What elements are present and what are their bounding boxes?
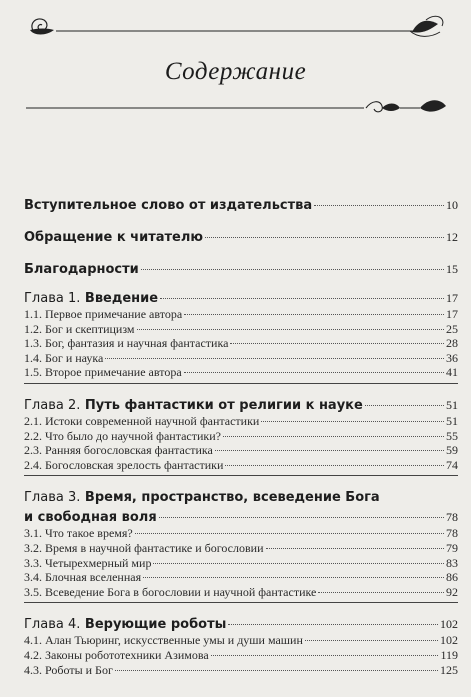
toc-item[interactable]: 1.3. Бог, фантазия и научная фантастика 28: [24, 336, 458, 351]
chapter-heading-line2[interactable]: [24, 509, 458, 526]
dot-leader: [105, 358, 444, 359]
chapter-1: [24, 290, 458, 384]
dot-leader: [159, 517, 444, 518]
toc-entry-page: 12: [446, 230, 458, 244]
toc-item[interactable]: 1.1. Первое примечание автора 17: [24, 307, 458, 321]
toc-item[interactable]: 1.5. Второе примечание автора 41: [24, 365, 458, 380]
dot-leader: [228, 624, 438, 625]
dot-leader: [225, 465, 444, 466]
toc-entry-title: Вступительное слово от издательства: [24, 198, 313, 213]
dot-leader: [215, 450, 444, 451]
dot-leader: [184, 372, 444, 373]
chapter-title: Введение: [84, 291, 159, 306]
toc-entry-acknowledgements[interactable]: [24, 262, 458, 277]
chapter-divider: [24, 383, 458, 384]
dot-leader: [115, 670, 438, 671]
chapter-heading[interactable]: [24, 616, 458, 633]
page-title: Содержание: [164, 58, 307, 85]
toc-item[interactable]: 3.1. Что такое время? 78: [24, 526, 458, 541]
chapter-prefix: Глава 3.: [24, 490, 81, 506]
chapter-prefix: Глава 2.: [24, 397, 81, 413]
dot-leader: [143, 577, 444, 578]
toc-item[interactable]: 2.3. Ранняя богословская фантастика 59: [24, 443, 458, 458]
chapter-divider: [24, 475, 458, 476]
chapter-3: [24, 489, 458, 603]
dot-leader: [314, 205, 444, 206]
dot-leader: [184, 314, 444, 315]
chapter-page: 102: [440, 617, 458, 632]
toc-entry-page: 15: [446, 262, 458, 276]
toc-item[interactable]: 4.1. Алан Тьюринг, искусственные умы и души машин 102: [24, 633, 458, 648]
chapter-prefix: Глава 1.: [24, 291, 81, 306]
toc-item[interactable]: 3.5. Всеведение Бога в богословии и научной фантастике 92: [24, 584, 458, 599]
toc-entry-foreword[interactable]: [24, 198, 458, 213]
chapter-title: Время, пространство, всеведение Бога: [84, 490, 380, 506]
chapter-page: 51: [446, 397, 458, 412]
chapter-page: 78: [446, 510, 458, 525]
dot-leader: [261, 421, 444, 422]
dot-leader: [141, 269, 444, 270]
chapter-4: [24, 616, 458, 677]
toc-item[interactable]: 2.2. Что было до научной фантастики? 55: [24, 428, 458, 443]
toc-item[interactable]: 4.2. Законы робототехники Азимова 119: [24, 647, 458, 662]
table-of-contents: [24, 198, 458, 677]
dot-leader: [305, 640, 438, 641]
title-underline-ornament: [26, 96, 450, 118]
toc-item[interactable]: 3.4. Блочная вселенная 86: [24, 570, 458, 585]
dot-leader: [365, 405, 444, 406]
chapter-2: [24, 397, 458, 476]
dot-leader: [266, 548, 445, 549]
toc-item[interactable]: 2.4. Богословская зрелость фантастики 74: [24, 457, 458, 472]
toc-entry-page: 10: [446, 198, 458, 212]
chapter-title-cont: и свободная воля: [24, 510, 157, 526]
chapter-divider: [24, 602, 458, 603]
dot-leader: [137, 329, 444, 330]
toc-entry-to-reader[interactable]: [24, 230, 458, 245]
dot-leader: [160, 298, 444, 299]
toc-item[interactable]: 3.3. Четырехмерный мир 83: [24, 555, 458, 570]
chapter-heading[interactable]: [24, 290, 458, 307]
dot-leader: [223, 436, 444, 437]
chapter-prefix: Глава 4.: [24, 617, 81, 633]
chapter-title: Путь фантастики от религии к науке: [84, 397, 363, 413]
toc-entry-title: Благодарности: [24, 262, 139, 277]
chapter-page: 17: [446, 291, 458, 305]
toc-item[interactable]: 1.4. Бог и наука 36: [24, 350, 458, 365]
dot-leader: [153, 563, 444, 564]
toc-entry-title: Обращение к читателю: [24, 230, 204, 245]
dot-leader: [205, 237, 444, 238]
dot-leader: [230, 343, 444, 344]
dot-leader: [135, 533, 444, 534]
toc-item[interactable]: 4.3. Роботы и Бог 125: [24, 662, 458, 677]
dot-leader: [211, 655, 439, 656]
dot-leader: [318, 592, 444, 593]
toc-item[interactable]: 3.2. Время в научной фантастике и богословии 79: [24, 540, 458, 555]
toc-item[interactable]: 2.1. Истоки современной научной фантастики 51: [24, 413, 458, 428]
top-flourish-ornament: [26, 10, 450, 44]
chapter-heading[interactable]: [24, 397, 458, 414]
chapter-heading-line1[interactable]: [24, 489, 458, 506]
toc-item[interactable]: 1.2. Бог и скептицизм 25: [24, 321, 458, 336]
chapter-title: Верующие роботы: [84, 617, 227, 633]
